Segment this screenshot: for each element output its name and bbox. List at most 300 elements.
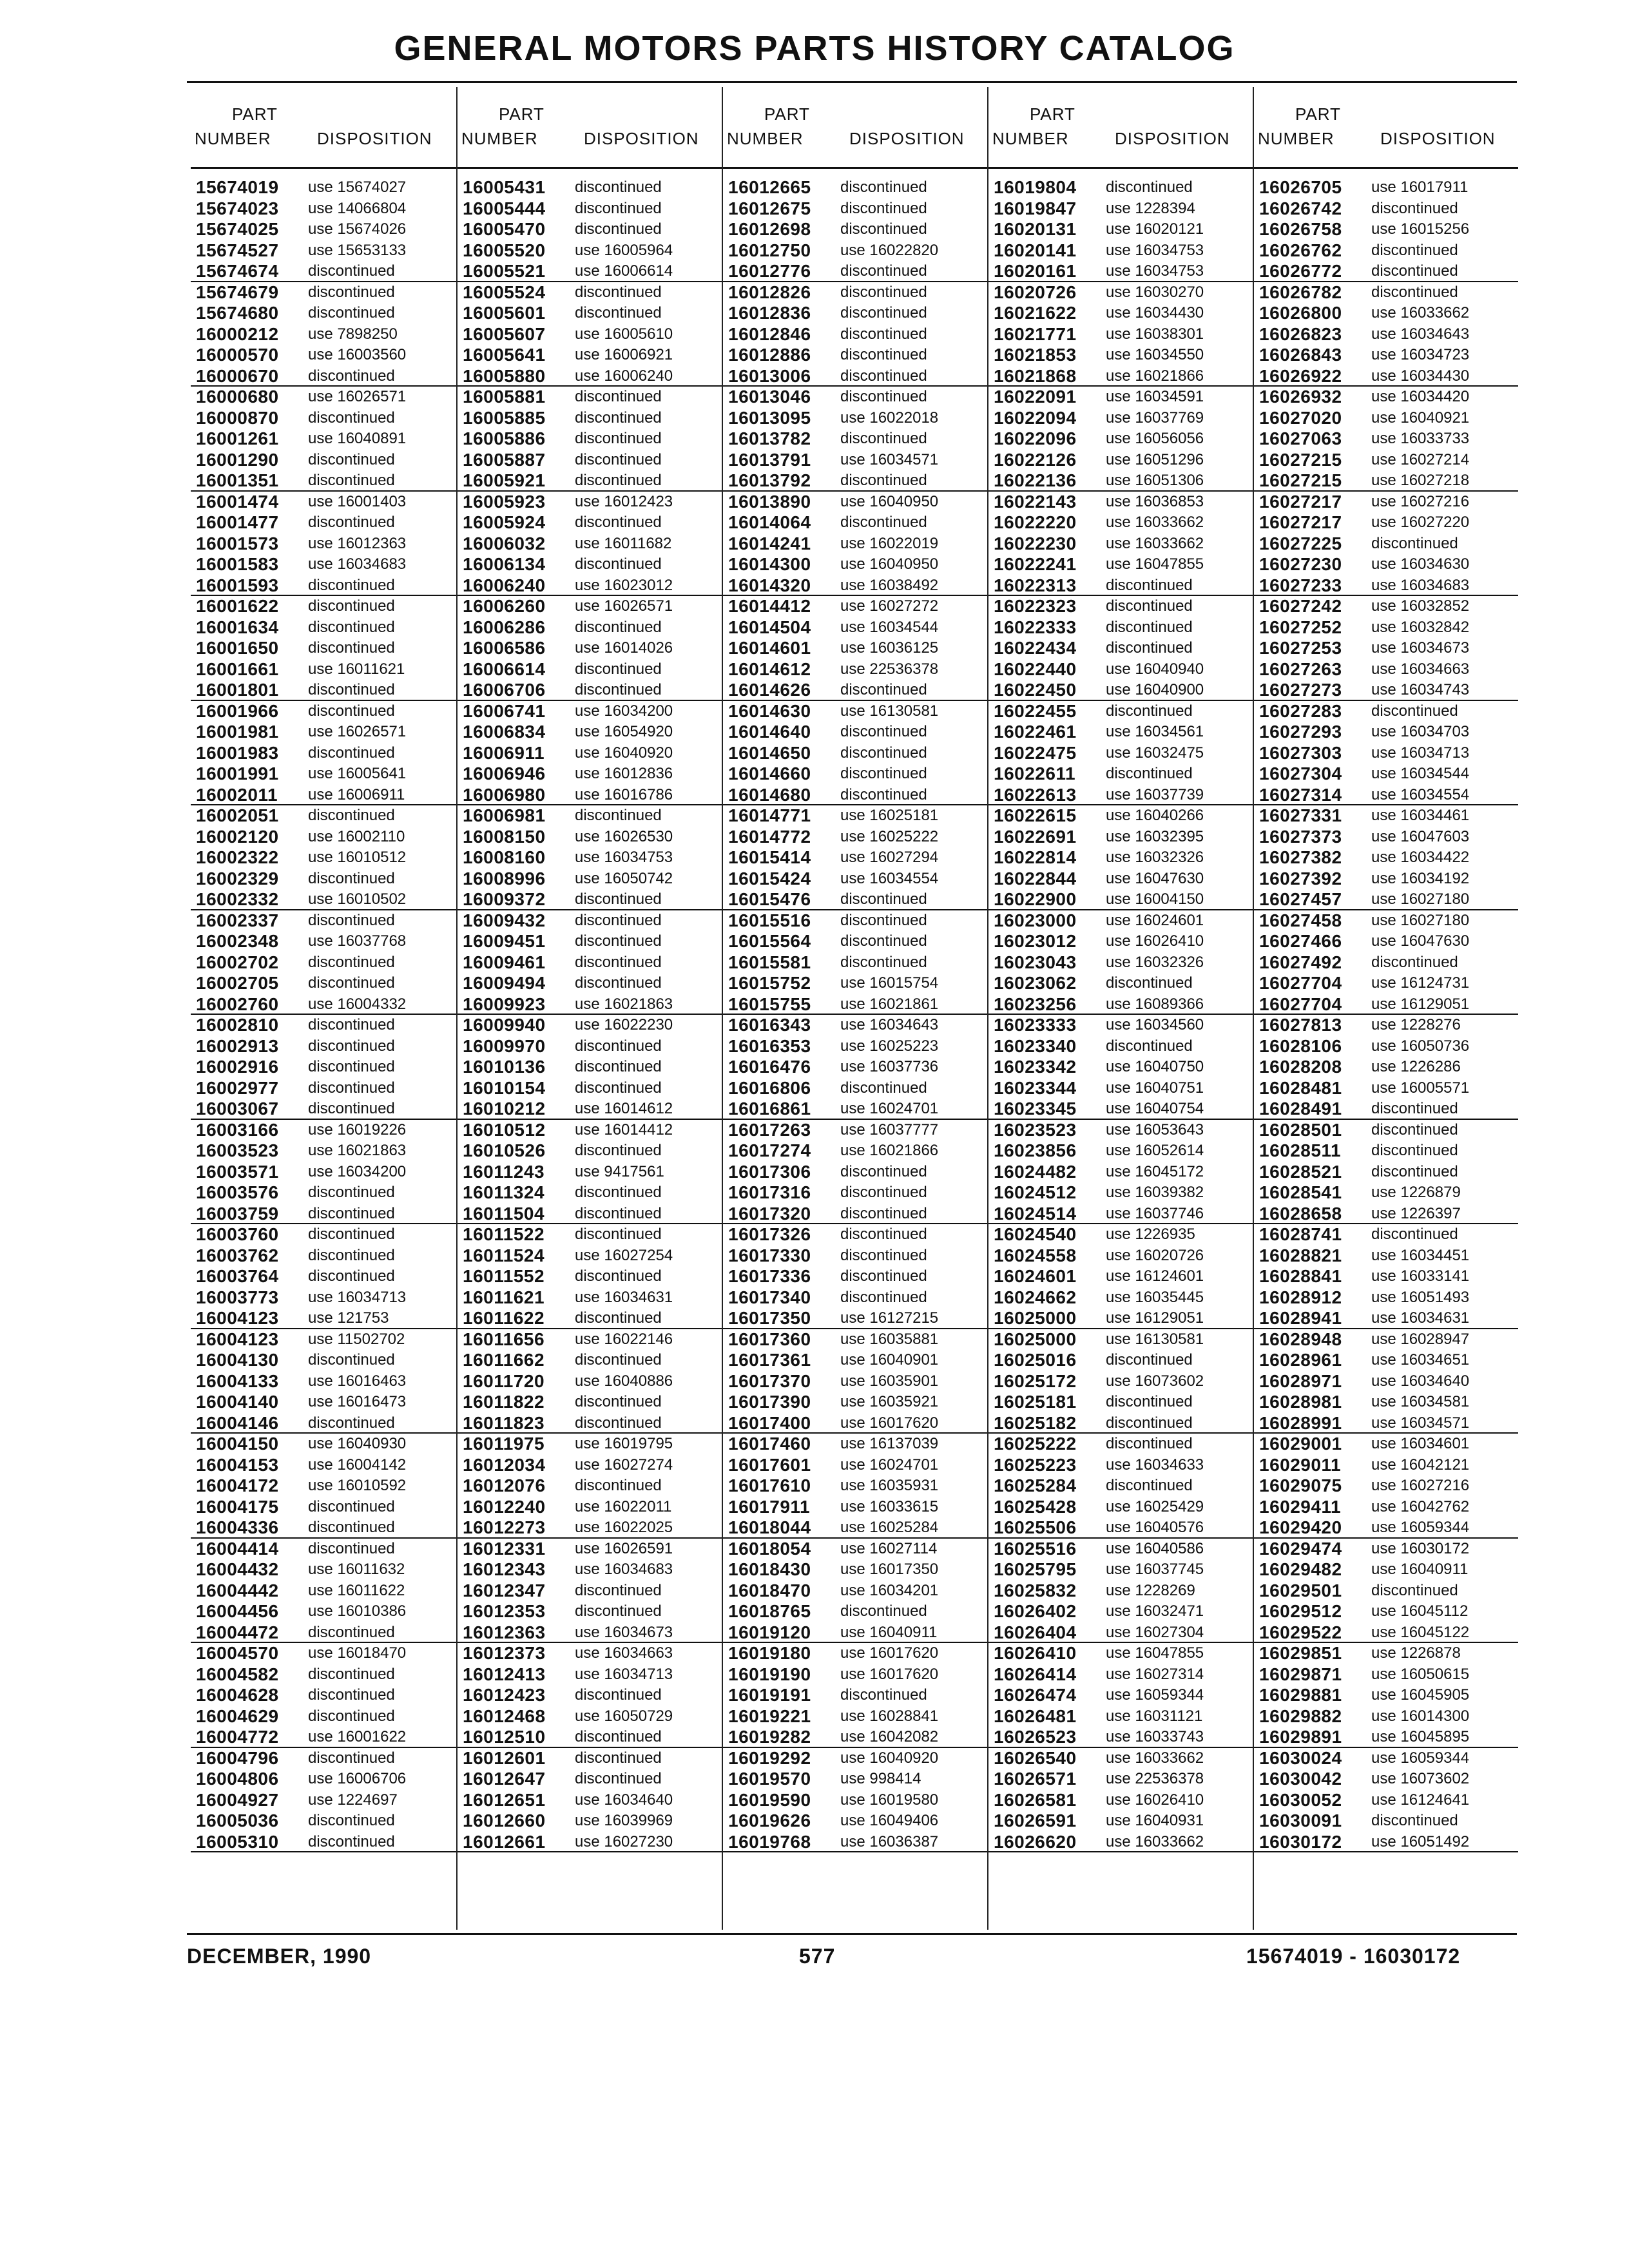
- table-row: [1254, 1497, 1518, 1518]
- part-number: 16022691: [994, 826, 1077, 847]
- part-number: 16027283: [1259, 700, 1342, 721]
- disposition: use 16045905: [1371, 1686, 1470, 1704]
- table-row: [988, 1517, 1253, 1539]
- table-row: [191, 1685, 456, 1706]
- disposition: use 16026571: [575, 597, 673, 615]
- table-row: [1254, 1392, 1518, 1413]
- disposition: discontinued: [308, 1079, 395, 1097]
- part-number: 16012601: [463, 1747, 546, 1768]
- part-number: 16011662: [463, 1350, 545, 1370]
- part-number: 16019590: [728, 1789, 811, 1810]
- disposition: use 16051492: [1371, 1832, 1470, 1850]
- disposition: discontinued: [308, 262, 395, 280]
- disposition: use 16033743: [1106, 1728, 1204, 1745]
- disposition: use 16015256: [1371, 220, 1470, 238]
- part-number: 16023012: [994, 931, 1077, 951]
- part-number: 16005431: [463, 177, 546, 197]
- disposition: use 16006614: [575, 262, 673, 280]
- part-number: 16015516: [728, 910, 811, 930]
- part-number: 16022230: [994, 533, 1077, 553]
- part-number: 16027273: [1259, 680, 1342, 700]
- disposition: use 1224697: [308, 1791, 398, 1809]
- page-title: GENERAL MOTORS PARTS HISTORY CATALOG: [394, 29, 1235, 68]
- table-row: [458, 1832, 722, 1853]
- table-row: [988, 450, 1253, 471]
- catalog-column: [987, 87, 1253, 1930]
- table-row: [988, 847, 1253, 869]
- part-number: 16028106: [1259, 1035, 1342, 1056]
- part-number: 16010154: [463, 1077, 546, 1098]
- table-row: [458, 785, 722, 806]
- disposition: use 16025284: [840, 1519, 939, 1536]
- part-number: 16013046: [728, 387, 811, 407]
- table-row: [191, 994, 456, 1015]
- table-row: [1254, 1685, 1518, 1706]
- disposition: use 16034753: [1106, 262, 1204, 280]
- disposition: use 16025223: [840, 1037, 939, 1055]
- part-number: 16011823: [463, 1412, 545, 1433]
- part-number: 16004432: [196, 1559, 279, 1579]
- disposition: discontinued: [308, 807, 395, 824]
- table-row: [988, 1769, 1253, 1790]
- table-row: [191, 1832, 456, 1853]
- disposition: use 16034663: [575, 1644, 673, 1662]
- disposition: discontinued: [575, 283, 662, 301]
- part-number: 16009494: [463, 973, 546, 993]
- table-row: [1254, 994, 1518, 1015]
- part-number: 16010526: [463, 1140, 546, 1160]
- part-number: 16028912: [1259, 1287, 1342, 1307]
- part-number: 16009432: [463, 910, 546, 930]
- disposition: use 16129051: [1106, 1309, 1204, 1327]
- disposition: use 16050742: [575, 869, 673, 887]
- table-row: [458, 533, 722, 555]
- table-row: [191, 366, 456, 387]
- disposition: discontinued: [1106, 1414, 1193, 1432]
- disposition: use 16040891: [308, 430, 407, 447]
- part-number: 16013095: [728, 407, 811, 428]
- table-row: [191, 575, 456, 597]
- table-row: [1254, 827, 1518, 848]
- part-number: 16012363: [463, 1622, 546, 1642]
- disposition: use 16051493: [1371, 1288, 1470, 1306]
- part-number: 16024514: [994, 1203, 1077, 1224]
- part-number: 16011720: [463, 1370, 545, 1391]
- disposition: use 16027304: [1106, 1623, 1204, 1641]
- table-row: [723, 1308, 987, 1329]
- table-row: [1254, 492, 1518, 513]
- part-number: 16016861: [728, 1099, 811, 1119]
- part-number: 16003764: [196, 1266, 279, 1286]
- disposition: use 16050729: [575, 1707, 673, 1725]
- disposition: discontinued: [1371, 1142, 1458, 1159]
- disposition: discontinued: [840, 1267, 927, 1285]
- part-number: 16023523: [994, 1119, 1077, 1140]
- part-number: 16027813: [1259, 1015, 1342, 1035]
- table-row: [988, 1539, 1253, 1560]
- bottom-rule: [187, 1933, 1517, 1935]
- table-row: [723, 722, 987, 743]
- table-row: [191, 617, 456, 639]
- disposition: discontinued: [840, 911, 927, 929]
- disposition: discontinued: [308, 1686, 395, 1704]
- disposition: use 16019580: [840, 1791, 939, 1809]
- disposition: use 16033733: [1371, 430, 1470, 447]
- part-number: 16022455: [994, 700, 1077, 721]
- part-number: 16002329: [196, 868, 279, 889]
- disposition: discontinued: [308, 618, 395, 636]
- table-row: [723, 805, 987, 827]
- table-row: [1254, 345, 1518, 366]
- disposition: use 16034451: [1371, 1246, 1470, 1264]
- table-row: [1254, 722, 1518, 743]
- disposition: discontinued: [308, 702, 395, 720]
- part-number: 16027303: [1259, 742, 1342, 763]
- part-number: 16003760: [196, 1224, 279, 1244]
- part-number: 16026762: [1259, 240, 1342, 260]
- table-row: [191, 1475, 456, 1497]
- part-number: 16017326: [728, 1224, 811, 1244]
- disposition: discontinued: [308, 681, 395, 698]
- part-number: 16004570: [196, 1643, 279, 1663]
- part-number: 16017320: [728, 1203, 811, 1224]
- table-row: [458, 1057, 722, 1078]
- table-row: [1254, 1350, 1518, 1371]
- table-row: [988, 219, 1253, 240]
- table-row: [191, 1266, 456, 1287]
- part-number: 16017911: [728, 1496, 811, 1517]
- header-number-label: NUMBER: [461, 129, 538, 148]
- disposition: use 16025222: [840, 827, 939, 845]
- column-header: [723, 104, 987, 169]
- part-number: 16004336: [196, 1517, 279, 1537]
- table-row: [988, 1120, 1253, 1141]
- disposition: discontinued: [575, 1309, 662, 1327]
- table-row: [1254, 1727, 1518, 1748]
- disposition: use 16024701: [840, 1456, 939, 1474]
- table-row: [1254, 428, 1518, 450]
- disposition: use 16021866: [840, 1142, 939, 1159]
- table-row: [723, 1371, 987, 1392]
- table-row: [458, 1308, 722, 1329]
- catalog-table: [191, 87, 1518, 1930]
- table-row: [988, 1329, 1253, 1350]
- table-row: [191, 1350, 456, 1371]
- part-number: 16012413: [463, 1664, 546, 1684]
- table-row: [723, 1266, 987, 1287]
- disposition: use 16006911: [308, 785, 405, 803]
- disposition: use 16038492: [840, 576, 939, 594]
- part-number: 16022136: [994, 470, 1077, 490]
- part-number: 16017263: [728, 1119, 811, 1140]
- table-row: [988, 1475, 1253, 1497]
- part-number: 16020141: [994, 240, 1077, 260]
- part-number: 16005886: [463, 428, 546, 448]
- table-row: [1254, 282, 1518, 303]
- part-number: 16012660: [463, 1811, 546, 1831]
- table-row: [723, 1099, 987, 1120]
- table-row: [723, 324, 987, 345]
- part-number: 16015581: [728, 952, 811, 972]
- part-number: 16005470: [463, 219, 546, 239]
- table-row: [988, 1308, 1253, 1329]
- part-number: 16027215: [1259, 449, 1342, 470]
- disposition: use 16034544: [1371, 765, 1470, 782]
- part-number: 16015414: [728, 847, 811, 867]
- part-number: 16022611: [994, 764, 1076, 783]
- part-number: 16030091: [1259, 1811, 1342, 1831]
- table-row: [723, 1162, 987, 1183]
- disposition: discontinued: [840, 199, 927, 217]
- part-number: 16015564: [728, 931, 811, 951]
- part-number: 16009461: [463, 952, 546, 972]
- part-number: 16027063: [1259, 428, 1342, 448]
- part-number: 16019120: [728, 1622, 811, 1642]
- table-row: [458, 1329, 722, 1350]
- disposition: use 1228269: [1106, 1581, 1195, 1599]
- part-number: 16030042: [1259, 1769, 1342, 1789]
- disposition: use 16032395: [1106, 827, 1204, 845]
- disposition: use 16011622: [308, 1581, 405, 1599]
- part-number: 16018470: [728, 1580, 811, 1600]
- disposition: discontinued: [840, 723, 927, 740]
- table-row: [458, 1099, 722, 1120]
- table-row: [1254, 1266, 1518, 1287]
- disposition: use 16022146: [575, 1330, 673, 1348]
- disposition: use 16034713: [308, 1288, 407, 1306]
- part-number: 16006706: [463, 680, 546, 700]
- table-row: [1254, 261, 1518, 282]
- table-row: [723, 575, 987, 597]
- disposition: use 16124641: [1371, 1791, 1470, 1809]
- table-row: [458, 1015, 722, 1036]
- table-row: [988, 638, 1253, 659]
- disposition: discontinued: [840, 1225, 927, 1243]
- table-row: [1254, 1224, 1518, 1245]
- table-row: [191, 1329, 456, 1350]
- part-number: 16001290: [196, 449, 279, 470]
- part-number: 16026581: [994, 1789, 1077, 1810]
- disposition: use 16026571: [308, 723, 407, 740]
- part-number: 16011324: [463, 1182, 545, 1202]
- disposition: use 16034422: [1371, 849, 1470, 866]
- disposition: use 16034201: [840, 1581, 939, 1599]
- disposition: use 16017911: [1371, 178, 1469, 196]
- disposition: use 16040900: [1106, 681, 1204, 698]
- disposition: discontinued: [308, 408, 395, 427]
- table-row: [458, 1224, 722, 1245]
- disposition: discontinued: [840, 1288, 927, 1306]
- part-number: 16017601: [728, 1454, 811, 1475]
- disposition: use 16034544: [840, 618, 939, 636]
- table-row: [191, 638, 456, 659]
- table-row: [1254, 1078, 1518, 1099]
- part-number: 16028658: [1259, 1203, 1342, 1224]
- disposition: use 16045112: [1371, 1602, 1469, 1620]
- table-row: [1254, 952, 1518, 974]
- disposition: use 16030172: [1371, 1539, 1470, 1557]
- table-row: [458, 596, 722, 617]
- disposition: use 16027274: [575, 1456, 673, 1474]
- part-number: 16010212: [463, 1099, 546, 1119]
- table-row: [191, 554, 456, 575]
- disposition: use 16034630: [1371, 555, 1470, 573]
- part-number: 16028821: [1259, 1245, 1342, 1265]
- disposition: discontinued: [308, 1184, 395, 1201]
- table-row: [191, 1601, 456, 1622]
- disposition: discontinued: [840, 283, 927, 301]
- disposition: discontinued: [1106, 974, 1193, 992]
- part-number: 16024512: [994, 1182, 1077, 1202]
- part-number: 16009940: [463, 1015, 546, 1035]
- disposition: use 16034550: [1106, 346, 1204, 363]
- part-number: 16022091: [994, 387, 1077, 407]
- part-number: 16004153: [196, 1454, 279, 1475]
- disposition: use 16034554: [1371, 785, 1470, 803]
- table-row: [988, 1413, 1253, 1434]
- part-number: 16029001: [1259, 1434, 1342, 1454]
- disposition: use 16037769: [1106, 408, 1204, 427]
- part-number: 15674025: [196, 219, 279, 239]
- table-row: [458, 408, 722, 429]
- disposition: use 1228394: [1106, 199, 1195, 217]
- table-row: [458, 764, 722, 785]
- table-row: [1254, 324, 1518, 345]
- part-number: 16029851: [1259, 1643, 1342, 1663]
- part-number: 16029011: [1259, 1454, 1342, 1475]
- part-number: 16010136: [463, 1057, 546, 1077]
- part-number: 16026758: [1259, 219, 1342, 239]
- part-number: 16004796: [196, 1747, 279, 1768]
- table-row: [458, 470, 722, 492]
- disposition: use 16033662: [1106, 1749, 1204, 1767]
- table-row: [988, 596, 1253, 617]
- table-row: [1254, 198, 1518, 220]
- part-number: 16026523: [994, 1727, 1077, 1747]
- disposition: use 16027230: [575, 1832, 673, 1850]
- table-row: [458, 1287, 722, 1309]
- part-number: 16029891: [1259, 1727, 1342, 1747]
- disposition: discontinued: [575, 1602, 662, 1620]
- catalog-column: [456, 87, 722, 1930]
- part-number: 16012373: [463, 1643, 546, 1663]
- part-number: 16006911: [463, 742, 545, 763]
- part-number: 16011621: [463, 1287, 545, 1307]
- disposition: discontinued: [575, 408, 662, 427]
- footer-date: DECEMBER, 1990: [187, 1945, 372, 1968]
- table-row: [988, 994, 1253, 1015]
- table-row: [191, 1078, 456, 1099]
- disposition: use 16032475: [1106, 744, 1204, 762]
- table-row: [988, 1245, 1253, 1267]
- disposition: use 9417561: [575, 1162, 664, 1180]
- part-number: 16005310: [196, 1831, 279, 1852]
- table-row: [191, 1581, 456, 1602]
- part-number: 16012353: [463, 1601, 546, 1621]
- table-row: [1254, 680, 1518, 701]
- disposition: discontinued: [575, 618, 662, 636]
- column-rows: [191, 177, 456, 1852]
- header-part-label: PART: [232, 104, 278, 124]
- table-row: [988, 1182, 1253, 1204]
- disposition: discontinued: [575, 430, 662, 447]
- disposition: use 16005641: [308, 765, 407, 782]
- table-row: [191, 1392, 456, 1413]
- part-number: 16012273: [463, 1517, 546, 1537]
- disposition: discontinued: [840, 1162, 927, 1180]
- disposition: discontinued: [308, 869, 395, 887]
- disposition: use 16010512: [308, 849, 407, 866]
- table-row: [1254, 303, 1518, 324]
- footer-page-number: 577: [799, 1945, 836, 1968]
- disposition: use 16034743: [1371, 681, 1470, 698]
- table-row: [458, 324, 722, 345]
- disposition: use 16056056: [1106, 430, 1204, 447]
- part-number: 16017370: [728, 1370, 811, 1391]
- disposition: discontinued: [575, 1079, 662, 1097]
- part-number: 16009372: [463, 889, 546, 909]
- disposition: use 16034651: [1371, 1351, 1470, 1369]
- disposition: use 16040920: [575, 744, 673, 762]
- table-row: [458, 575, 722, 597]
- table-row: [723, 1015, 987, 1036]
- table-row: [191, 1245, 456, 1267]
- part-number: 16001583: [196, 554, 279, 574]
- table-row: [1254, 1182, 1518, 1204]
- disposition: use 16033615: [840, 1497, 939, 1515]
- disposition: use 16051296: [1106, 450, 1204, 468]
- footer-part-range: 15674019 - 16030172: [1246, 1945, 1461, 1968]
- disposition: discontinued: [840, 681, 927, 698]
- disposition: use 16020121: [1106, 220, 1204, 238]
- table-row: [458, 1497, 722, 1518]
- part-number: 16001477: [196, 512, 279, 532]
- disposition: use 16035931: [840, 1477, 939, 1494]
- disposition: use 16034753: [575, 849, 673, 866]
- disposition: discontinued: [575, 514, 662, 531]
- table-row: [191, 512, 456, 533]
- part-number: 16013006: [728, 365, 811, 386]
- part-number: 16027704: [1259, 994, 1342, 1014]
- disposition: use 1226878: [1371, 1644, 1461, 1662]
- part-number: 16001474: [196, 491, 279, 512]
- table-row: [1254, 1517, 1518, 1539]
- table-row: [191, 1790, 456, 1811]
- part-number: 16019282: [728, 1727, 811, 1747]
- disposition: use 16034571: [840, 450, 939, 468]
- table-row: [1254, 219, 1518, 240]
- part-number: 16025000: [994, 1329, 1077, 1349]
- disposition: use 16004332: [308, 995, 407, 1013]
- table-row: [1254, 701, 1518, 722]
- disposition: use 15653133: [308, 241, 407, 259]
- disposition: use 16034643: [1371, 325, 1470, 343]
- header-disposition-label: DISPOSITION: [1115, 129, 1230, 148]
- part-number: 16018054: [728, 1538, 811, 1559]
- disposition: use 1226879: [1371, 1184, 1461, 1201]
- part-number: 16002913: [196, 1035, 279, 1056]
- part-number: 16019626: [728, 1811, 811, 1831]
- table-row: [1254, 1162, 1518, 1183]
- part-number: 16025016: [994, 1350, 1077, 1370]
- disposition: discontinued: [1106, 597, 1193, 615]
- part-number: 16022613: [994, 784, 1077, 805]
- disposition: discontinued: [308, 304, 395, 322]
- disposition: discontinued: [575, 1414, 662, 1432]
- disposition: use 16021863: [308, 1142, 407, 1159]
- disposition: discontinued: [575, 1267, 662, 1285]
- disposition: use 16031121: [1106, 1707, 1203, 1725]
